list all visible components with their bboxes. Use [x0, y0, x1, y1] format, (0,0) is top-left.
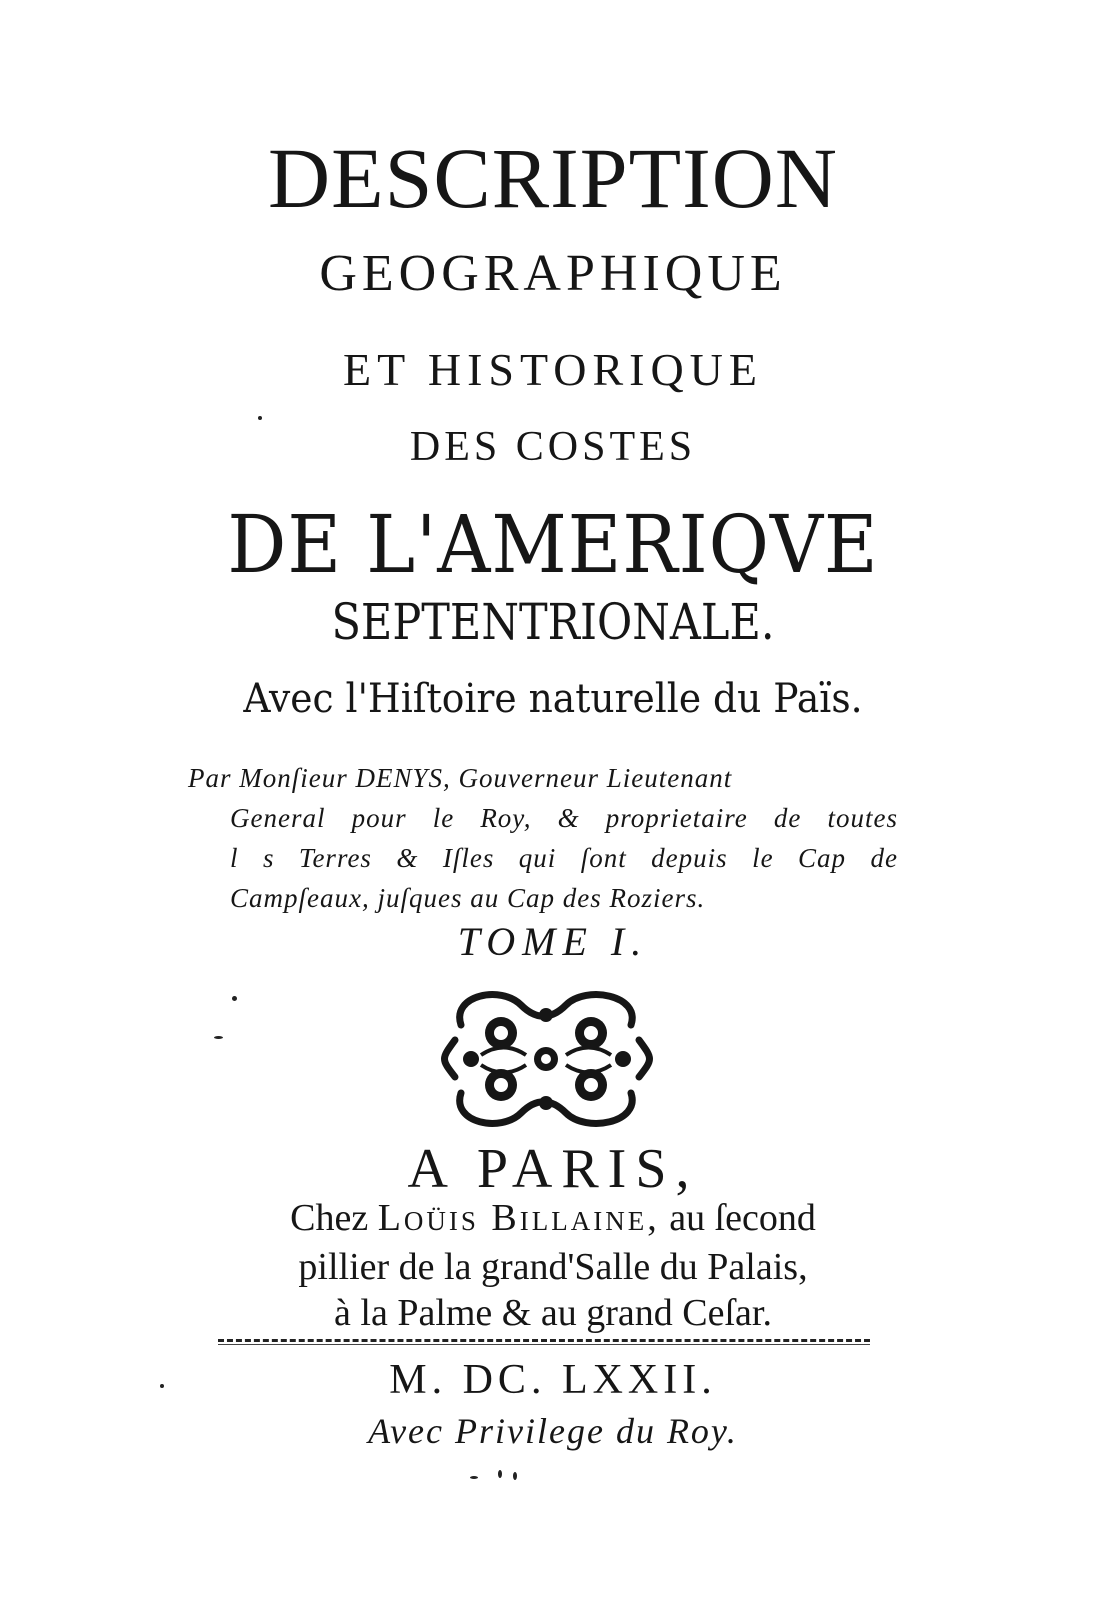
imprint-chez: Chez: [290, 1197, 369, 1239]
print-speck: [232, 996, 237, 1001]
imprint-city: A PARIS,: [407, 1138, 699, 1200]
print-speck: [214, 1036, 223, 1039]
imprint-publisher-name: Loüis Billaine,: [377, 1197, 660, 1239]
title-line-amerique: DE L'AMERIQVE: [227, 498, 879, 591]
author-line: l s Terres & Iſles qui ſont depuis le Cap de: [230, 843, 898, 873]
imprint-address-line: pillier de la grand'Salle du Palais,: [298, 1246, 808, 1288]
author-line: General pour le Roy, & proprietaire de toutes: [230, 803, 898, 833]
title-line-costes: DES COSTES: [409, 424, 697, 470]
imprint-sign-line: à la Palme & au grand Ceſar.: [334, 1292, 772, 1334]
divider-rule: [218, 1339, 870, 1342]
author-block: [188, 758, 898, 918]
title-line-description: DESCRIPTION: [267, 130, 839, 226]
imprint-line-publisher: [0, 1196, 1106, 1240]
royal-privilege: Avec Privilege du Roy.: [368, 1411, 738, 1451]
title-line-historique: ET HISTORIQUE: [342, 344, 763, 395]
print-speck: [258, 416, 262, 420]
imprint-line1-tail: au ſecond: [669, 1197, 816, 1239]
title-line-geographique: GEOGRAPHIQUE: [319, 245, 787, 302]
printers-ornament-icon: [441, 985, 655, 1133]
volume-number: TOME I.: [457, 919, 649, 964]
print-speck: [470, 1476, 478, 1479]
print-speck: [160, 1384, 164, 1388]
author-line: Campſeaux, juſques au Cap des Roziers.: [230, 883, 706, 913]
divider-rule-thin: [218, 1344, 870, 1345]
subtitle-histoire-naturelle: Avec l'Hiſtoire naturelle du Païs.: [243, 676, 863, 722]
print-speck: [498, 1470, 502, 1478]
author-line: Par Monſieur DENYS, Gouverneur Lieutenant: [188, 763, 733, 793]
title-line-septentrionale: SEPTENTRIONALE.: [331, 593, 775, 651]
publication-date: M. DC. LXXII.: [389, 1357, 717, 1403]
print-speck: [513, 1472, 517, 1480]
